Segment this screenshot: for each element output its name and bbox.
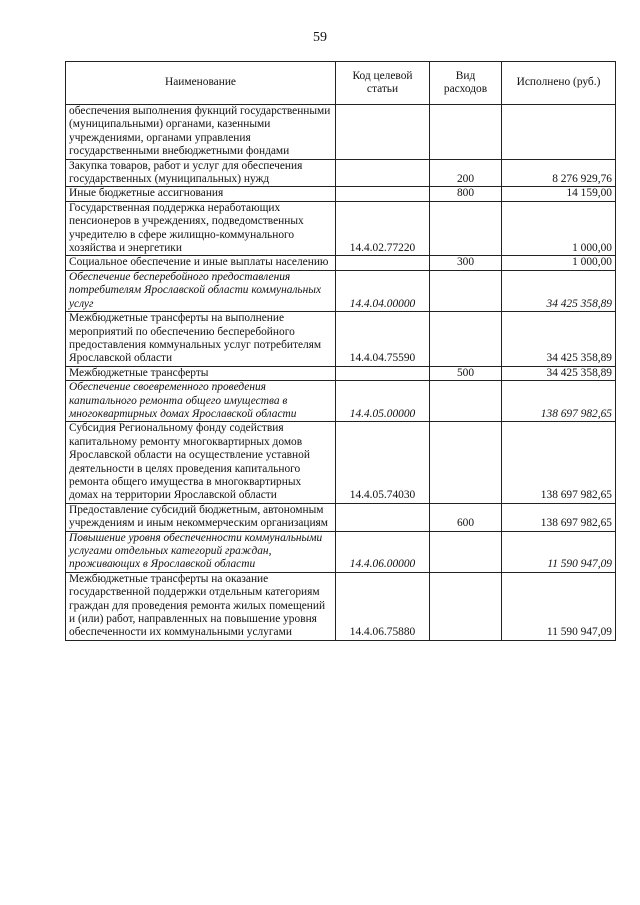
row-name: Обеспечение своевременного проведения капитального ремонта общего имущества в многоквартирных домах Ярославской области bbox=[66, 381, 336, 422]
row-executed: 8 276 929,76 bbox=[502, 159, 616, 187]
table-row bbox=[66, 105, 616, 160]
table-row bbox=[66, 270, 616, 311]
row-code bbox=[336, 105, 430, 160]
row-type bbox=[430, 422, 502, 503]
row-executed: 34 425 358,89 bbox=[502, 312, 616, 367]
row-code: 14.4.06.75880 bbox=[336, 572, 430, 640]
row-type: 600 bbox=[430, 503, 502, 531]
table-row bbox=[66, 531, 616, 572]
row-name: Межбюджетные трансферты на оказание государственной поддержки отдельным категориям граждан для проведения ремонта жилых помещений и (или) работ, направленных на повышение уровня обеспеченности их коммунальными услугами bbox=[66, 572, 336, 640]
table-header-row bbox=[66, 62, 616, 105]
row-name: Субсидия Региональному фонду содействия капитальному ремонту многоквартирных домов Ярославской области на осуществление уставной деятельности в целях проведения капитального ремонта общего имущества в многоквартирных домах на территории Ярославской области bbox=[66, 422, 336, 503]
row-type: 300 bbox=[430, 256, 502, 270]
row-executed: 1 000,00 bbox=[502, 201, 616, 256]
row-code bbox=[336, 187, 430, 201]
table-row bbox=[66, 422, 616, 503]
table-row bbox=[66, 381, 616, 422]
row-type bbox=[430, 572, 502, 640]
header-type: Вид расходов bbox=[430, 62, 502, 105]
table-row bbox=[66, 312, 616, 367]
row-executed: 138 697 982,65 bbox=[502, 381, 616, 422]
row-name: Закупка товаров, работ и услуг для обеспечения государственных (муниципальных) нужд bbox=[66, 159, 336, 187]
header-name: Наименование bbox=[66, 62, 336, 105]
row-executed: 11 590 947,09 bbox=[502, 572, 616, 640]
row-type bbox=[430, 270, 502, 311]
table-row bbox=[66, 201, 616, 256]
row-executed: 11 590 947,09 bbox=[502, 531, 616, 572]
row-name: Социальное обеспечение и иные выплаты населению bbox=[66, 256, 336, 270]
budget-table bbox=[65, 61, 616, 641]
table-body bbox=[66, 105, 616, 641]
row-name: обеспечения выполнения фукнций государственными (муниципальными) органами, казенными учреждениями, органами управления государственными внебюджетными фондами bbox=[66, 105, 336, 160]
table-row bbox=[66, 572, 616, 640]
row-type bbox=[430, 105, 502, 160]
header-executed: Исполнено (руб.) bbox=[502, 62, 616, 105]
page-number: 59 bbox=[313, 30, 327, 45]
row-name: Межбюджетные трансферты bbox=[66, 366, 336, 380]
row-code bbox=[336, 366, 430, 380]
row-type: 200 bbox=[430, 159, 502, 187]
row-type: 500 bbox=[430, 366, 502, 380]
row-executed: 14 159,00 bbox=[502, 187, 616, 201]
row-code: 14.4.05.00000 bbox=[336, 381, 430, 422]
row-executed: 1 000,00 bbox=[502, 256, 616, 270]
table-row bbox=[66, 187, 616, 201]
table-row bbox=[66, 159, 616, 187]
row-name: Межбюджетные трансферты на выполнение мероприятий по обеспечению бесперебойного предоставления коммунальных услуг потребителям Ярославской области bbox=[66, 312, 336, 367]
row-code bbox=[336, 159, 430, 187]
row-executed: 34 425 358,89 bbox=[502, 366, 616, 380]
row-code bbox=[336, 256, 430, 270]
table-row bbox=[66, 366, 616, 380]
row-code: 14.4.04.75590 bbox=[336, 312, 430, 367]
row-type bbox=[430, 531, 502, 572]
row-type bbox=[430, 381, 502, 422]
row-name: Государственная поддержка неработающих пенсионеров в учреждениях, подведомственных учредителю в сфере жилищно-коммунального хозяйства и энергетики bbox=[66, 201, 336, 256]
row-code: 14.4.04.00000 bbox=[336, 270, 430, 311]
row-code: 14.4.06.00000 bbox=[336, 531, 430, 572]
row-code: 14.4.05.74030 bbox=[336, 422, 430, 503]
row-code bbox=[336, 503, 430, 531]
row-name: Повышение уровня обеспеченности коммунальными услугами отдельных категорий граждан, проживающих в Ярославской области bbox=[66, 531, 336, 572]
table-row bbox=[66, 503, 616, 531]
row-type bbox=[430, 201, 502, 256]
row-name: Обеспечение бесперебойного предоставления потребителям Ярославской области коммунальных услуг bbox=[66, 270, 336, 311]
row-executed: 138 697 982,65 bbox=[502, 422, 616, 503]
row-name: Предоставление субсидий бюджетным, автономным учреждениям и иным некоммерческим организациям bbox=[66, 503, 336, 531]
row-executed: 34 425 358,89 bbox=[502, 270, 616, 311]
row-name: Иные бюджетные ассигнования bbox=[66, 187, 336, 201]
row-executed bbox=[502, 105, 616, 160]
row-type: 800 bbox=[430, 187, 502, 201]
table-row bbox=[66, 256, 616, 270]
row-type bbox=[430, 312, 502, 367]
header-code: Код целевой статьи bbox=[336, 62, 430, 105]
row-code: 14.4.02.77220 bbox=[336, 201, 430, 256]
row-executed: 138 697 982,65 bbox=[502, 503, 616, 531]
